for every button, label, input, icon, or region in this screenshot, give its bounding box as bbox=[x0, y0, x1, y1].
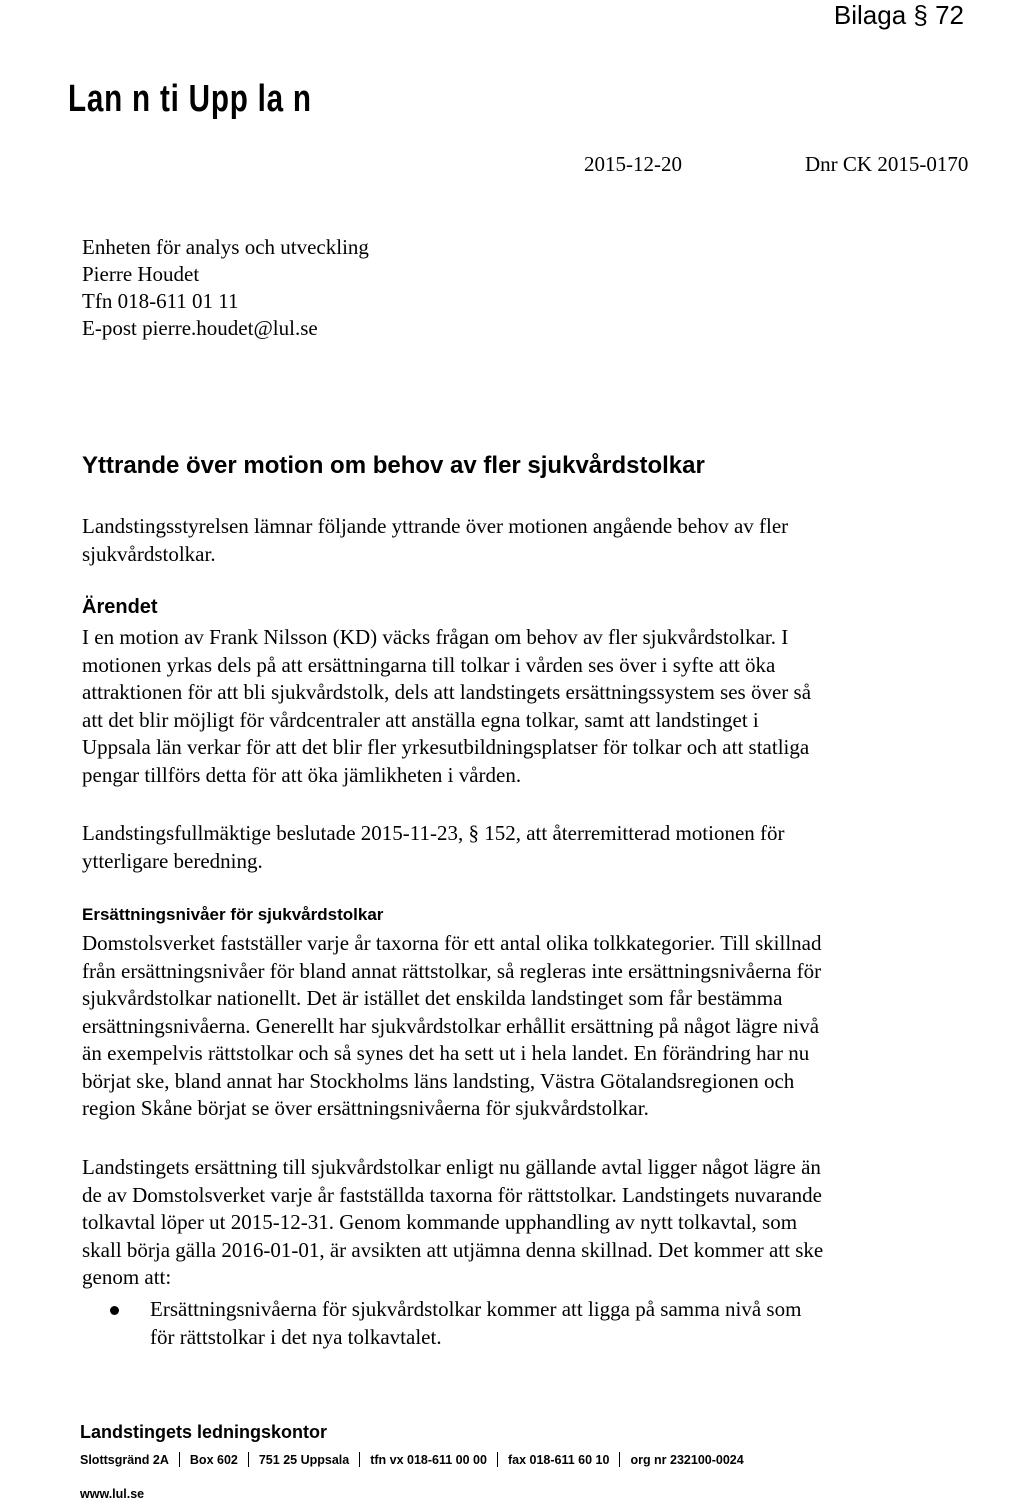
text-line: Landstingsstyrelsen lämnar följande yttrande över motionen angående behov av fler bbox=[82, 514, 789, 538]
text-line: från ersättningsnivåer för bland annat rättstolkar, så regleras inte ersättningsnivåerna för bbox=[82, 958, 822, 983]
sender-block bbox=[82, 234, 369, 342]
intro-paragraph bbox=[82, 513, 952, 568]
document-title: Yttrande över motion om behov av fler sjukvårdstolkar bbox=[82, 452, 705, 479]
section-heading-ersattningsnivaer: Ersättningsnivåer för sjukvårdstolkar bbox=[82, 905, 384, 924]
ersattning-paragraph-2 bbox=[82, 1154, 952, 1292]
organization-logo: Lan n ti Upp la n bbox=[68, 78, 312, 120]
text-line: börjat ske, bland annat har Stockholms läns landsting, Västra Götalandsregionen och bbox=[82, 1068, 795, 1093]
text-line: för rättstolkar i det nya tolkavtalet. bbox=[150, 1325, 442, 1349]
footer-separator bbox=[359, 1452, 360, 1467]
footer-postal: 751 25 Uppsala bbox=[258, 1452, 350, 1467]
text-line: Uppsala län verkar för att det blir fler yrkesutbildningsplatser för tolkar och att statliga bbox=[82, 735, 810, 759]
sender-email: E-post pierre.houdet@lul.se bbox=[82, 316, 318, 340]
text-line: region Skåne börjat se över ersättningsnivåerna för sjukvårdstolkar. bbox=[82, 1096, 649, 1120]
text-line: än exempelvis rättstolkar och så synes det ha sett ut i hela landet. En förändring har nu bbox=[82, 1041, 810, 1065]
text-line: tolkavtal löper ut 2015-12-31. Genom kommande upphandling av nytt tolkavtal, som bbox=[82, 1210, 798, 1234]
text-line: ersättningsnivåerna. Generellt har sjukvårdstolkar erhållit ersättning på något lägre nivå bbox=[82, 1013, 820, 1038]
footer-box: Box 602 bbox=[189, 1452, 238, 1467]
text-line: sjukvårdstolkar nationellt. Det är istället det enskilda landstinget som får bestämma bbox=[82, 986, 783, 1010]
footer-separator bbox=[497, 1452, 498, 1467]
footer-contact-line bbox=[80, 1452, 744, 1467]
footer-website-link[interactable]: www.lul.se bbox=[80, 1487, 145, 1501]
arendet-paragraph-2 bbox=[82, 820, 952, 875]
footer-org-number: org nr 232100-0024 bbox=[630, 1452, 744, 1467]
text-line: de av Domstolsverket varje år fastställda taxorna för rättstolkar. Landstingets nuvarande bbox=[82, 1182, 823, 1207]
text-line: Landstingets ersättning till sjukvårdstolkar enligt nu gällande avtal ligger något lägre än bbox=[82, 1155, 821, 1179]
ersattning-paragraph-1 bbox=[82, 930, 952, 1123]
footer-separator bbox=[619, 1452, 620, 1467]
text-line: sjukvårdstolkar. bbox=[82, 541, 216, 566]
document-reference-number: Dnr CK 2015-0170 bbox=[805, 152, 969, 176]
text-line: Landstingsfullmäktige beslutade 2015-11-23, § 152, att återremitterad motionen för bbox=[82, 821, 785, 845]
footer-separator bbox=[179, 1452, 180, 1467]
text-line: genom att: bbox=[82, 1265, 172, 1289]
sender-name: Pierre Houdet bbox=[82, 262, 200, 286]
footer-office-name: Landstingets ledningskontor bbox=[80, 1422, 328, 1442]
arendet-paragraph-1 bbox=[82, 624, 952, 789]
attachment-label: Bilaga § 72 bbox=[833, 0, 964, 30]
sender-unit: Enheten för analys och utveckling bbox=[82, 235, 369, 259]
bullet-item bbox=[150, 1295, 801, 1351]
text-line: motionen yrkas dels på att ersättningarna till tolkar i vården ses över i syfte att öka bbox=[82, 652, 776, 677]
text-line: skall börja gälla 2016-01-01, är avsikten att utjämna denna skillnad. Det kommer att ske bbox=[82, 1237, 824, 1262]
sender-phone: Tfn 018-611 01 11 bbox=[82, 289, 239, 313]
text-line: Ersättningsnivåerna för sjukvårdstolkar kommer att ligga på samma nivå som bbox=[150, 1297, 802, 1321]
text-line: pengar tillförs detta för att öka jämlikheten i vården. bbox=[82, 762, 522, 787]
footer-phone: tfn vx 018-611 00 00 bbox=[370, 1452, 487, 1467]
footer-fax: fax 018-611 60 10 bbox=[507, 1452, 610, 1467]
text-line: ytterligare beredning. bbox=[82, 848, 263, 873]
text-line: I en motion av Frank Nilsson (KD) väcks frågan om behov av fler sjukvårdstolkar. I bbox=[82, 625, 789, 649]
text-line: attraktionen för att bli sjukvårdstolk, dels att landstingets ersättningssystem ses över så bbox=[82, 680, 812, 704]
footer-separator bbox=[248, 1452, 249, 1467]
text-line: Domstolsverket fastställer varje år taxorna för ett antal olika tolkkategorier. Till skillnad bbox=[82, 931, 822, 955]
document-date: 2015-12-20 bbox=[584, 152, 682, 176]
section-heading-arendet: Ärendet bbox=[82, 596, 158, 618]
bullet-icon bbox=[110, 1306, 119, 1315]
text-line: att det blir möjligt för vårdcentraler att anställa egna tolkar, samt att landstinget i bbox=[82, 707, 759, 732]
footer-address: Slottsgränd 2A bbox=[80, 1452, 169, 1467]
